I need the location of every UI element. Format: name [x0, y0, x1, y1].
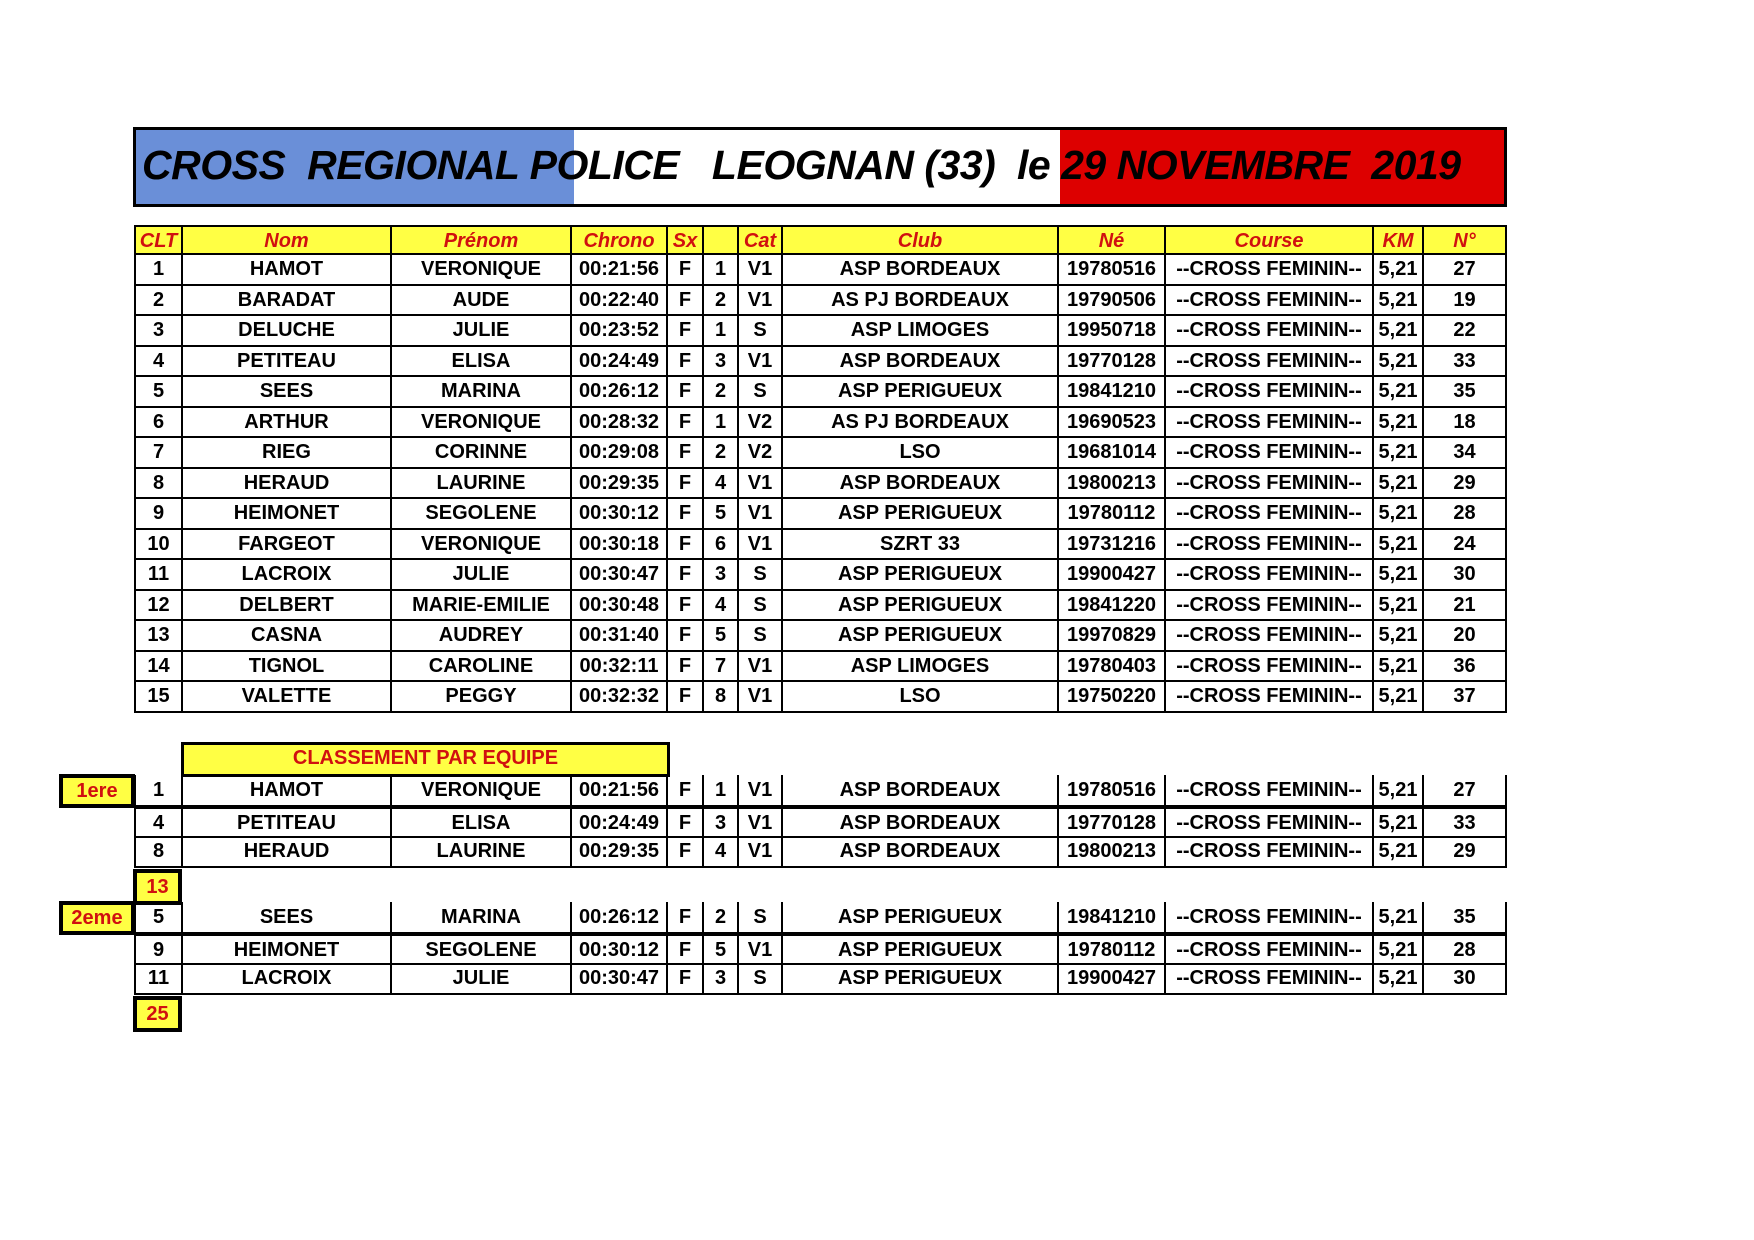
cell-prenom: ELISA: [390, 347, 570, 378]
cell-cat-rank: 2: [702, 286, 737, 317]
cell-clt: 14: [134, 652, 181, 683]
team-cell-chrono: 00:24:49: [570, 807, 666, 838]
cell-num: 20: [1422, 621, 1507, 652]
cell-chrono: 00:29:08: [570, 438, 666, 469]
cell-clt: 8: [134, 469, 181, 500]
cell-km: 5,21: [1372, 377, 1422, 408]
cell-num: 37: [1422, 682, 1507, 713]
team-cell-ne: 19780112: [1057, 934, 1164, 965]
team-cell-nom: HEIMONET: [181, 934, 390, 965]
cell-clt: 1: [134, 255, 181, 286]
cell-ne: 19841210: [1057, 377, 1164, 408]
cell-cat-rank: 6: [702, 530, 737, 561]
header-chrono: Chrono: [570, 225, 666, 255]
cell-nom: LACROIX: [181, 560, 390, 591]
cell-num: 27: [1422, 255, 1507, 286]
cell-num: 30: [1422, 560, 1507, 591]
team-cell-club: ASP PERIGUEUX: [781, 902, 1057, 934]
team-cell-cat: V1: [737, 837, 781, 868]
team-cell-course: --CROSS FEMININ--: [1164, 964, 1372, 995]
cell-club: ASP PERIGUEUX: [781, 560, 1057, 591]
cell-km: 5,21: [1372, 652, 1422, 683]
cell-sx: F: [666, 255, 702, 286]
cell-num: 21: [1422, 591, 1507, 622]
cell-club: ASP LIMOGES: [781, 316, 1057, 347]
cell-cat: S: [737, 621, 781, 652]
team-cell-club: ASP BORDEAUX: [781, 807, 1057, 838]
cell-prenom: AUDE: [390, 286, 570, 317]
team-cell-num: 28: [1422, 934, 1507, 965]
team-ranking-title: CLASSEMENT PAR EQUIPE: [181, 742, 670, 777]
cell-ne: 19681014: [1057, 438, 1164, 469]
cell-cat: S: [737, 377, 781, 408]
cell-km: 5,21: [1372, 255, 1422, 286]
team-cell-course: --CROSS FEMININ--: [1164, 837, 1372, 868]
team-cell-sx: F: [666, 964, 702, 995]
cell-num: 24: [1422, 530, 1507, 561]
cell-clt: 5: [134, 377, 181, 408]
team-cell-num: 33: [1422, 807, 1507, 838]
team-cell-clt: 1: [134, 775, 181, 807]
team-cell-chrono: 00:29:35: [570, 837, 666, 868]
cell-num: 34: [1422, 438, 1507, 469]
cell-course: --CROSS FEMININ--: [1164, 316, 1372, 347]
cell-km: 5,21: [1372, 347, 1422, 378]
cell-course: --CROSS FEMININ--: [1164, 286, 1372, 317]
cell-nom: PETITEAU: [181, 347, 390, 378]
cell-cat-rank: 4: [702, 591, 737, 622]
team-cell-km: 5,21: [1372, 964, 1422, 995]
cell-sx: F: [666, 682, 702, 713]
team-cell-clt: 5: [134, 902, 181, 934]
cell-sx: F: [666, 530, 702, 561]
cell-club: ASP BORDEAUX: [781, 347, 1057, 378]
team-cell-clt: 4: [134, 807, 181, 838]
cell-ne: 19970829: [1057, 621, 1164, 652]
cell-prenom: AUDREY: [390, 621, 570, 652]
team-cell-clt: 11: [134, 964, 181, 995]
cell-km: 5,21: [1372, 621, 1422, 652]
cell-cat: S: [737, 316, 781, 347]
cell-prenom: MARIE-EMILIE: [390, 591, 570, 622]
cell-course: --CROSS FEMININ--: [1164, 682, 1372, 713]
cell-chrono: 00:26:12: [570, 377, 666, 408]
cell-chrono: 00:31:40: [570, 621, 666, 652]
cell-course: --CROSS FEMININ--: [1164, 591, 1372, 622]
cell-prenom: VERONIQUE: [390, 255, 570, 286]
cell-num: 33: [1422, 347, 1507, 378]
cell-chrono: 00:30:48: [570, 591, 666, 622]
cell-clt: 2: [134, 286, 181, 317]
header-num: N°: [1422, 225, 1507, 255]
cell-cat-rank: 7: [702, 652, 737, 683]
cell-clt: 13: [134, 621, 181, 652]
cell-course: --CROSS FEMININ--: [1164, 408, 1372, 439]
cell-nom: HERAUD: [181, 469, 390, 500]
cell-course: --CROSS FEMININ--: [1164, 255, 1372, 286]
cell-cat: S: [737, 560, 781, 591]
team-cell-chrono: 00:30:47: [570, 964, 666, 995]
cell-sx: F: [666, 408, 702, 439]
team-cell-cat: V1: [737, 775, 781, 807]
cell-club: AS PJ BORDEAUX: [781, 408, 1057, 439]
cell-km: 5,21: [1372, 530, 1422, 561]
cell-sx: F: [666, 560, 702, 591]
cell-cat-rank: 2: [702, 438, 737, 469]
cell-ne: 19770128: [1057, 347, 1164, 378]
cell-cat-rank: 4: [702, 469, 737, 500]
cell-sx: F: [666, 286, 702, 317]
team-cell-club: ASP BORDEAUX: [781, 837, 1057, 868]
page-title: CROSS REGIONAL POLICE LEOGNAN (33) le 29 NOVEMBRE 2019: [142, 142, 1461, 188]
cell-nom: BARADAT: [181, 286, 390, 317]
cell-num: 18: [1422, 408, 1507, 439]
team-cell-sx: F: [666, 775, 702, 807]
cell-chrono: 00:32:32: [570, 682, 666, 713]
cell-cat: V1: [737, 347, 781, 378]
cell-clt: 4: [134, 347, 181, 378]
team-cell-clt: 9: [134, 934, 181, 965]
cell-course: --CROSS FEMININ--: [1164, 621, 1372, 652]
cell-cat-rank: 3: [702, 560, 737, 591]
cell-km: 5,21: [1372, 499, 1422, 530]
team-cell-club: ASP PERIGUEUX: [781, 964, 1057, 995]
team-cell-cat: S: [737, 964, 781, 995]
cell-km: 5,21: [1372, 682, 1422, 713]
cell-club: LSO: [781, 682, 1057, 713]
cell-num: 29: [1422, 469, 1507, 500]
team-cell-nom: SEES: [181, 902, 390, 934]
team-cell-sx: F: [666, 837, 702, 868]
cell-km: 5,21: [1372, 560, 1422, 591]
team-cell-nom: LACROIX: [181, 964, 390, 995]
cell-cat-rank: 2: [702, 377, 737, 408]
cell-cat-rank: 1: [702, 255, 737, 286]
team-cell-km: 5,21: [1372, 807, 1422, 838]
cell-ne: 19800213: [1057, 469, 1164, 500]
cell-cat: V1: [737, 255, 781, 286]
cell-km: 5,21: [1372, 286, 1422, 317]
cell-cat: V1: [737, 499, 781, 530]
team-cell-nom: HERAUD: [181, 837, 390, 868]
header-sx: Sx: [666, 225, 702, 255]
cell-nom: RIEG: [181, 438, 390, 469]
cell-prenom: MARINA: [390, 377, 570, 408]
cell-sx: F: [666, 377, 702, 408]
cell-chrono: 00:23:52: [570, 316, 666, 347]
team-cell-km: 5,21: [1372, 902, 1422, 934]
cell-course: --CROSS FEMININ--: [1164, 347, 1372, 378]
team-cell-cat: V1: [737, 807, 781, 838]
team-cell-cat-rank: 3: [702, 807, 737, 838]
cell-ne: 19841220: [1057, 591, 1164, 622]
team-cell-cat-rank: 1: [702, 775, 737, 807]
header-nom: Nom: [181, 225, 390, 255]
team-cell-num: 27: [1422, 775, 1507, 807]
cell-sx: F: [666, 621, 702, 652]
team-cell-sx: F: [666, 934, 702, 965]
cell-ne: 19731216: [1057, 530, 1164, 561]
cell-club: SZRT 33: [781, 530, 1057, 561]
cell-prenom: CORINNE: [390, 438, 570, 469]
cell-num: 28: [1422, 499, 1507, 530]
cell-prenom: CAROLINE: [390, 652, 570, 683]
cell-km: 5,21: [1372, 316, 1422, 347]
cell-chrono: 00:32:11: [570, 652, 666, 683]
cell-cat: V1: [737, 530, 781, 561]
cell-num: 19: [1422, 286, 1507, 317]
cell-cat-rank: 5: [702, 499, 737, 530]
cell-cat: S: [737, 591, 781, 622]
header-cat-rank: [702, 225, 737, 255]
header-ne: Né: [1057, 225, 1164, 255]
cell-club: ASP BORDEAUX: [781, 255, 1057, 286]
cell-clt: 3: [134, 316, 181, 347]
cell-course: --CROSS FEMININ--: [1164, 652, 1372, 683]
team-cell-course: --CROSS FEMININ--: [1164, 934, 1372, 965]
cell-prenom: VERONIQUE: [390, 408, 570, 439]
team-place-badge: 1ere: [59, 774, 135, 808]
cell-sx: F: [666, 652, 702, 683]
header-prenom: Prénom: [390, 225, 570, 255]
cell-ne: 19950718: [1057, 316, 1164, 347]
cell-cat-rank: 3: [702, 347, 737, 378]
cell-club: AS PJ BORDEAUX: [781, 286, 1057, 317]
team-cell-chrono: 00:26:12: [570, 902, 666, 934]
cell-nom: CASNA: [181, 621, 390, 652]
cell-km: 5,21: [1372, 591, 1422, 622]
cell-sx: F: [666, 316, 702, 347]
team-cell-cat-rank: 3: [702, 964, 737, 995]
cell-km: 5,21: [1372, 408, 1422, 439]
team-cell-club: ASP PERIGUEUX: [781, 934, 1057, 965]
cell-nom: SEES: [181, 377, 390, 408]
cell-chrono: 00:28:32: [570, 408, 666, 439]
team-cell-sx: F: [666, 807, 702, 838]
team-total-points: 25: [133, 996, 182, 1032]
cell-cat: V1: [737, 682, 781, 713]
cell-cat-rank: 1: [702, 316, 737, 347]
team-cell-cat-rank: 2: [702, 902, 737, 934]
cell-sx: F: [666, 591, 702, 622]
team-cell-chrono: 00:30:12: [570, 934, 666, 965]
cell-nom: TIGNOL: [181, 652, 390, 683]
cell-num: 36: [1422, 652, 1507, 683]
header-cat: Cat: [737, 225, 781, 255]
team-cell-cat-rank: 4: [702, 837, 737, 868]
cell-num: 35: [1422, 377, 1507, 408]
cell-chrono: 00:30:18: [570, 530, 666, 561]
team-cell-cat: V1: [737, 934, 781, 965]
cell-km: 5,21: [1372, 469, 1422, 500]
cell-nom: DELBERT: [181, 591, 390, 622]
header-club: Club: [781, 225, 1057, 255]
cell-chrono: 00:30:12: [570, 499, 666, 530]
cell-ne: 19750220: [1057, 682, 1164, 713]
cell-sx: F: [666, 347, 702, 378]
team-cell-cat-rank: 5: [702, 934, 737, 965]
team-cell-prenom: LAURINE: [390, 837, 570, 868]
cell-ne: 19780112: [1057, 499, 1164, 530]
cell-ne: 19780403: [1057, 652, 1164, 683]
team-cell-cat: S: [737, 902, 781, 934]
team-cell-km: 5,21: [1372, 837, 1422, 868]
cell-cat: V2: [737, 408, 781, 439]
team-cell-ne: 19770128: [1057, 807, 1164, 838]
team-cell-course: --CROSS FEMININ--: [1164, 775, 1372, 807]
team-cell-sx: F: [666, 902, 702, 934]
team-cell-course: --CROSS FEMININ--: [1164, 902, 1372, 934]
cell-sx: F: [666, 469, 702, 500]
team-cell-ne: 19900427: [1057, 964, 1164, 995]
cell-nom: FARGEOT: [181, 530, 390, 561]
header-clt: CLT: [134, 225, 181, 255]
cell-club: ASP PERIGUEUX: [781, 377, 1057, 408]
team-cell-club: ASP BORDEAUX: [781, 775, 1057, 807]
cell-sx: F: [666, 438, 702, 469]
header-course: Course: [1164, 225, 1372, 255]
team-cell-ne: 19841210: [1057, 902, 1164, 934]
team-cell-prenom: JULIE: [390, 964, 570, 995]
team-cell-ne: 19780516: [1057, 775, 1164, 807]
cell-chrono: 00:29:35: [570, 469, 666, 500]
team-cell-km: 5,21: [1372, 775, 1422, 807]
team-cell-nom: HAMOT: [181, 775, 390, 807]
cell-km: 5,21: [1372, 438, 1422, 469]
cell-chrono: 00:21:56: [570, 255, 666, 286]
cell-clt: 10: [134, 530, 181, 561]
cell-prenom: JULIE: [390, 560, 570, 591]
cell-num: 22: [1422, 316, 1507, 347]
cell-nom: HAMOT: [181, 255, 390, 286]
cell-prenom: LAURINE: [390, 469, 570, 500]
team-cell-prenom: MARINA: [390, 902, 570, 934]
cell-club: ASP PERIGUEUX: [781, 621, 1057, 652]
cell-chrono: 00:24:49: [570, 347, 666, 378]
cell-clt: 11: [134, 560, 181, 591]
cell-cat: V1: [737, 286, 781, 317]
cell-prenom: SEGOLENE: [390, 499, 570, 530]
cell-course: --CROSS FEMININ--: [1164, 377, 1372, 408]
cell-nom: ARTHUR: [181, 408, 390, 439]
team-cell-chrono: 00:21:56: [570, 775, 666, 807]
cell-course: --CROSS FEMININ--: [1164, 560, 1372, 591]
cell-course: --CROSS FEMININ--: [1164, 469, 1372, 500]
cell-chrono: 00:30:47: [570, 560, 666, 591]
cell-clt: 7: [134, 438, 181, 469]
cell-cat: V1: [737, 652, 781, 683]
cell-cat-rank: 1: [702, 408, 737, 439]
cell-prenom: PEGGY: [390, 682, 570, 713]
header-km: KM: [1372, 225, 1422, 255]
team-cell-prenom: ELISA: [390, 807, 570, 838]
team-cell-ne: 19800213: [1057, 837, 1164, 868]
cell-course: --CROSS FEMININ--: [1164, 530, 1372, 561]
team-cell-num: 29: [1422, 837, 1507, 868]
cell-nom: VALETTE: [181, 682, 390, 713]
cell-clt: 9: [134, 499, 181, 530]
team-cell-num: 35: [1422, 902, 1507, 934]
title-banner: [133, 127, 1507, 207]
cell-club: ASP LIMOGES: [781, 652, 1057, 683]
team-cell-nom: PETITEAU: [181, 807, 390, 838]
cell-course: --CROSS FEMININ--: [1164, 499, 1372, 530]
team-cell-course: --CROSS FEMININ--: [1164, 807, 1372, 838]
team-cell-clt: 8: [134, 837, 181, 868]
cell-clt: 15: [134, 682, 181, 713]
cell-course: --CROSS FEMININ--: [1164, 438, 1372, 469]
cell-ne: 19780516: [1057, 255, 1164, 286]
cell-ne: 19790506: [1057, 286, 1164, 317]
cell-clt: 12: [134, 591, 181, 622]
cell-nom: HEIMONET: [181, 499, 390, 530]
team-total-points: 13: [133, 869, 182, 905]
cell-prenom: VERONIQUE: [390, 530, 570, 561]
cell-cat: V2: [737, 438, 781, 469]
cell-ne: 19690523: [1057, 408, 1164, 439]
cell-club: ASP PERIGUEUX: [781, 499, 1057, 530]
cell-chrono: 00:22:40: [570, 286, 666, 317]
cell-prenom: JULIE: [390, 316, 570, 347]
cell-club: LSO: [781, 438, 1057, 469]
team-cell-num: 30: [1422, 964, 1507, 995]
cell-ne: 19900427: [1057, 560, 1164, 591]
cell-nom: DELUCHE: [181, 316, 390, 347]
team-cell-prenom: VERONIQUE: [390, 775, 570, 807]
team-place-badge: 2eme: [59, 901, 135, 935]
cell-club: ASP BORDEAUX: [781, 469, 1057, 500]
cell-cat: V1: [737, 469, 781, 500]
team-cell-km: 5,21: [1372, 934, 1422, 965]
cell-clt: 6: [134, 408, 181, 439]
team-cell-prenom: SEGOLENE: [390, 934, 570, 965]
cell-club: ASP PERIGUEUX: [781, 591, 1057, 622]
cell-cat-rank: 8: [702, 682, 737, 713]
cell-cat-rank: 5: [702, 621, 737, 652]
cell-sx: F: [666, 499, 702, 530]
